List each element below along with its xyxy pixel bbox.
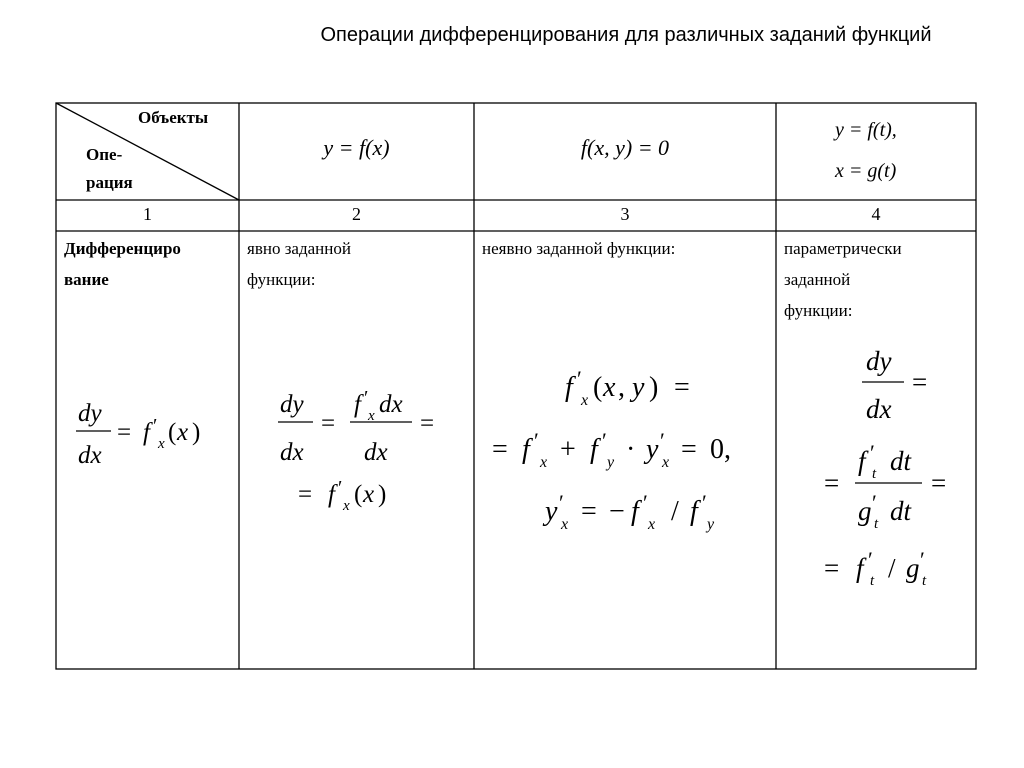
svg-text:=: =	[117, 419, 132, 446]
svg-text:f: f	[522, 434, 530, 465]
svg-text:′: ′	[338, 477, 343, 499]
svg-text:f: f	[690, 496, 698, 527]
svg-text:x: x	[662, 454, 670, 471]
svg-text:dx: dx	[280, 439, 304, 466]
corner-operation-label-1: Опе-	[86, 145, 123, 164]
table-grid	[56, 103, 976, 669]
svg-text:dx: dx	[78, 442, 102, 469]
svg-text:y: y	[707, 516, 715, 533]
svg-text:dy: dy	[866, 346, 892, 376]
svg-text:(: (	[593, 372, 603, 403]
svg-text:x: x	[540, 454, 548, 471]
svg-text:′: ′	[534, 428, 539, 453]
svg-text:=: =	[581, 496, 597, 527]
svg-text:=: =	[492, 434, 508, 465]
svg-text:x: x	[368, 408, 375, 424]
svg-text:dx: dx	[866, 394, 892, 424]
svg-text:f: f	[565, 372, 573, 403]
svg-text:(: (	[354, 481, 363, 508]
svg-text:f: f	[856, 553, 864, 583]
svg-text:=: =	[674, 372, 690, 403]
formula-col1	[76, 400, 200, 469]
svg-text:t: t	[874, 516, 879, 532]
svg-text:′: ′	[868, 547, 873, 572]
svg-text:′: ′	[559, 490, 564, 515]
svg-text:y: y	[545, 496, 558, 527]
svg-text:f: f	[631, 496, 639, 527]
svg-text:=: =	[912, 367, 928, 397]
parametric-label-line1: параметрически	[784, 239, 902, 258]
parametric-label-line3: функции:	[784, 301, 853, 320]
svg-text:′: ′	[660, 428, 665, 453]
svg-text:′: ′	[872, 490, 877, 515]
svg-text:/: /	[888, 553, 896, 583]
svg-text:x: x	[581, 392, 589, 409]
svg-text:x: x	[648, 516, 656, 533]
svg-text:′: ′	[870, 440, 875, 465]
svg-text:f: f	[143, 419, 150, 446]
svg-text:dy: dy	[78, 400, 102, 427]
svg-text:=: =	[824, 468, 840, 498]
formula-col3	[492, 366, 731, 533]
column-number-3: 3	[620, 204, 630, 224]
corner-operation-label-2: рация	[86, 173, 133, 192]
header-explicit-function: y = f(x)	[323, 135, 390, 160]
svg-text:x: x	[561, 516, 569, 533]
header-implicit-function: f(x, y) = 0	[580, 135, 670, 160]
svg-text:+: +	[560, 434, 576, 465]
svg-text:f: f	[354, 391, 361, 418]
svg-text:′: ′	[577, 366, 582, 391]
svg-text:y: y	[607, 454, 615, 471]
svg-text:′: ′	[920, 547, 925, 572]
svg-text:dy: dy	[280, 391, 304, 418]
svg-text:,: ,	[618, 372, 625, 403]
explicit-label-line1: явно заданной	[247, 239, 351, 258]
svg-text:t: t	[872, 466, 877, 482]
svg-text:′: ′	[364, 387, 369, 409]
svg-text:y: y	[646, 434, 659, 465]
svg-text:y: y	[632, 372, 645, 403]
svg-text:0,: 0,	[710, 434, 731, 465]
svg-text:=: =	[321, 410, 336, 437]
svg-text:dt: dt	[890, 446, 912, 476]
svg-text:′: ′	[643, 490, 648, 515]
svg-text:′: ′	[702, 490, 707, 515]
header-parametric-line1: y = f(t),	[835, 119, 897, 141]
svg-text:f: f	[858, 446, 866, 476]
svg-text:f: f	[590, 434, 598, 465]
svg-text:x: x	[158, 436, 165, 452]
operation-name-line1: Дифференциро	[64, 239, 181, 258]
column-number-1: 1	[143, 204, 152, 224]
svg-text:=: =	[420, 410, 435, 437]
svg-text:x: x	[603, 372, 616, 403]
svg-text:dx: dx	[379, 391, 403, 418]
svg-text:g: g	[906, 553, 920, 583]
svg-text:): )	[192, 419, 201, 446]
operation-name-line2: вание	[64, 270, 109, 289]
svg-text:g: g	[858, 496, 872, 526]
svg-text:): )	[649, 372, 659, 403]
svg-text:t: t	[870, 573, 875, 589]
formula-col2	[278, 387, 434, 514]
svg-text:=: =	[931, 468, 947, 498]
svg-text:=: =	[298, 481, 313, 508]
svg-text:f: f	[328, 481, 335, 508]
formula-col4	[824, 346, 946, 589]
explicit-label-line2: функции:	[247, 270, 316, 289]
svg-text:−: −	[609, 496, 625, 527]
column-number-2: 2	[352, 204, 361, 224]
implicit-label: неявно заданной функции:	[482, 239, 676, 258]
svg-text:·: ·	[626, 434, 636, 465]
svg-text:x: x	[343, 498, 350, 514]
svg-text:x: x	[363, 481, 375, 508]
svg-text:=: =	[824, 553, 840, 583]
svg-text:/: /	[671, 496, 679, 527]
svg-text:′: ′	[153, 415, 158, 437]
svg-text:′: ′	[602, 428, 607, 453]
svg-text:): )	[378, 481, 387, 508]
column-number-4: 4	[871, 204, 881, 224]
svg-text:(: (	[168, 419, 177, 446]
parametric-label-line2: заданной	[784, 270, 851, 289]
svg-text:dx: dx	[364, 439, 388, 466]
header-parametric-line2: x = g(t)	[835, 160, 897, 182]
svg-text:=: =	[681, 434, 697, 465]
svg-text:t: t	[922, 573, 927, 589]
svg-text:dt: dt	[890, 496, 912, 526]
svg-text:x: x	[177, 419, 189, 446]
corner-objects-label: Объекты	[138, 108, 209, 127]
page-title: Операции дифференцирования для различных заданий функций	[320, 24, 932, 46]
